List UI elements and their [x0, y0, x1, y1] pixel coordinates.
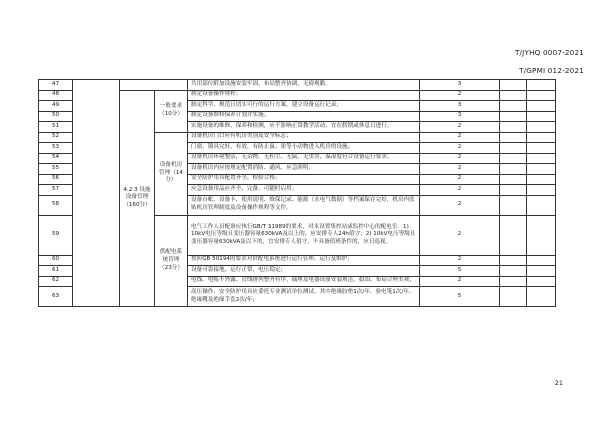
blank-cell — [527, 266, 556, 277]
requirement-text: 设备机房环境整洁，无杂物、无积尘、无鼠、无虫害，温湿度符合设备运行要求； — [188, 153, 420, 164]
requirement-text: 应急设备用品应齐全、完备，可随时启用； — [188, 185, 420, 196]
score-cell: 2 — [420, 174, 500, 185]
row-number: 62 — [39, 276, 73, 287]
row-number: 49 — [39, 101, 73, 112]
blank-cell — [120, 80, 188, 91]
blank-cell — [527, 80, 556, 91]
blank-cell — [500, 111, 527, 122]
group-label-room: 设备机房管理（14分） — [155, 132, 188, 215]
blank-cell — [500, 276, 527, 287]
blank-cell — [527, 287, 556, 307]
row-number: 57 — [39, 185, 73, 196]
requirement-text: 制定设备维修保养计划并实施； — [188, 111, 420, 122]
requirement-text: 制定科学、规范且切实可行的运行方案，建立设备运行记录； — [188, 101, 420, 112]
requirement-text: 门窗、锁具完好，有效，有防止鼠、雀等小动物进入机房的设施； — [188, 143, 420, 154]
score-cell: 5 — [420, 266, 500, 277]
score-cell: 5 — [420, 287, 500, 307]
blank-cell — [500, 185, 527, 196]
score-cell: 3 — [420, 111, 500, 122]
blank-cell — [527, 185, 556, 196]
table-row — [39, 80, 556, 91]
blank-cell — [500, 101, 527, 112]
requirement-text: 设备台帐、设备卡、使用说明、维保记录、能源（水电气数据）等档案保存完好，机房内张贴机房管理制度及设备操作规程等文件。 — [188, 195, 420, 215]
blank-cell — [500, 266, 527, 277]
row-number: 58 — [39, 195, 73, 215]
blank-cell — [500, 153, 527, 164]
score-cell: 2 — [420, 185, 500, 196]
score-cell: 2 — [420, 153, 500, 164]
score-cell: 3 — [420, 80, 500, 91]
score-cell: 2 — [420, 132, 500, 143]
blank-cell — [527, 122, 556, 133]
blank-cell — [500, 174, 527, 185]
blank-cell — [500, 164, 527, 175]
score-cell: 2 — [420, 90, 500, 101]
blank-cell — [500, 90, 527, 101]
group-label-general: 一般要求（10分） — [155, 90, 188, 132]
blank-cell — [527, 164, 556, 175]
blank-cell — [527, 195, 556, 215]
blank-cell — [527, 111, 556, 122]
requirement-text: 电线、电缆不外露、管线排列整齐有序，插座及电器设备安装规范，稳固、布局合理美观； — [188, 276, 420, 287]
evaluation-table — [38, 79, 556, 307]
blank-cell — [500, 287, 527, 307]
blank-cell — [500, 132, 527, 143]
row-number: 48 — [39, 90, 73, 101]
row-number: 47 — [39, 80, 73, 91]
requirement-text: 高压操作、安全防护用具应委托专业测试单位测试，其中绝缘胶垫1次/年、验电笔1次/年、绝缘靴及绝缘手套2次/年； — [188, 287, 420, 307]
requirement-text: 共用部位附加设施安装牢固，布局整齐协调，无碍观瞻。 — [188, 80, 420, 91]
score-cell: 2 — [420, 164, 500, 175]
blank-cell — [500, 195, 527, 215]
standard-code-primary: T/JYHQ 0007-2021 — [514, 48, 584, 57]
blank-cell — [500, 122, 527, 133]
group-label-power: 供配电系统管理（23分） — [155, 215, 188, 307]
score-cell: 2 — [420, 276, 500, 287]
blank-cell — [527, 255, 556, 266]
row-number: 59 — [39, 215, 73, 255]
requirement-text: 电气工作人员配备应执行GB/T 31989的要求，对未设置集控站或监控中心的配电室：1) 10kV电压等级且变压器容量630kVA及以上的，应安排专人24h值守；2) 10kV电压等级且变压器容量630kVA及以下的，宜安排专人值守，不具备值班条件的，应日巡视。 — [188, 215, 420, 255]
blank-cell — [527, 132, 556, 143]
requirement-text: 制定设备操作规程； — [188, 90, 420, 101]
row-number: 53 — [39, 143, 73, 154]
row-number: 54 — [39, 153, 73, 164]
blank-cell — [500, 143, 527, 154]
requirement-text: 实施设备的维修、保养和检测，应不影响正常教学活动，宜在假期或休息日进行。 — [188, 122, 420, 133]
blank-cell — [500, 215, 527, 255]
row-number: 60 — [39, 255, 73, 266]
requirement-text: 安全防护用具配置齐全，检验合格； — [188, 174, 420, 185]
blank-cell — [527, 276, 556, 287]
requirement-text: 设备机房内应按规定配置消防、通风、应急照明； — [188, 164, 420, 175]
blank-cell — [527, 101, 556, 112]
score-cell: 2 — [420, 195, 500, 215]
row-number: 52 — [39, 132, 73, 143]
blank-cell — [527, 90, 556, 101]
standard-code-secondary: T/GPMI 012-2021 — [519, 66, 584, 75]
requirement-text: 按照GB 50194的要求对供配电系统进行运行管理、运行及维护； — [188, 255, 420, 266]
requirement-text: 设备机房门口应有机房类别及安全标志； — [188, 132, 420, 143]
row-number: 56 — [39, 174, 73, 185]
row-number: 50 — [39, 111, 73, 122]
score-cell: 2 — [420, 255, 500, 266]
blank-cell — [527, 174, 556, 185]
blank-cell — [527, 143, 556, 154]
blank-cell — [527, 215, 556, 255]
row-number: 63 — [39, 287, 73, 307]
blank-cell — [500, 80, 527, 91]
score-cell: 2 — [420, 143, 500, 154]
blank-cell — [527, 153, 556, 164]
requirement-text: 设备可靠接地，运行正常，电压稳定； — [188, 266, 420, 277]
row-number: 61 — [39, 266, 73, 277]
row-number: 55 — [39, 164, 73, 175]
score-cell: 2 — [420, 215, 500, 255]
blank-cell — [500, 255, 527, 266]
score-cell: 3 — [420, 101, 500, 112]
section-label: 4.2.3 设施设备管理（160分） — [120, 90, 155, 307]
blank-cell — [73, 80, 120, 307]
row-number: 51 — [39, 122, 73, 133]
page-number: 21 — [554, 379, 563, 387]
score-cell: 2 — [420, 122, 500, 133]
